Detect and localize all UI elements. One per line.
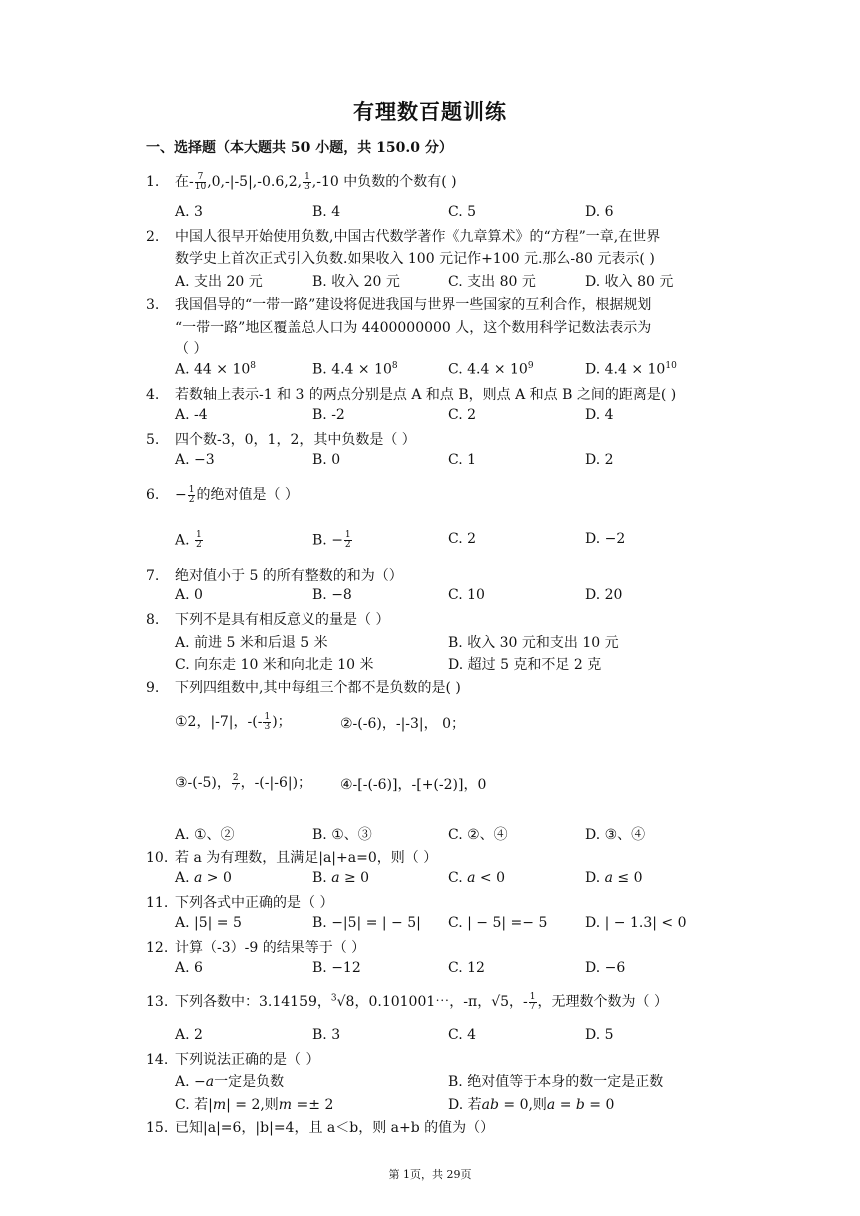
option-c[interactable]: C. 10	[448, 587, 485, 603]
option-b[interactable]: B. − $\frac{1}{2}$	[312, 530, 351, 550]
option-d[interactable]: D. 2	[585, 452, 614, 468]
question-number: 13.	[146, 994, 169, 1010]
option-c[interactable]: C. 4	[448, 1027, 477, 1043]
option-d[interactable]: D. 20	[585, 587, 623, 603]
question-1: 1. 在- $\frac{7}{10}$ ,0,-|-5|,-0.6,2, $\frac{1}{3}$ ,-10 中负数的个数有( )	[146, 171, 457, 192]
option-a[interactable]: A. 𝑎 > 0	[175, 870, 232, 886]
question-13: 13. 下列各数中：3.14159，$^3$√8，0.101001⋯，-π，√5，- $\frac{1}{7}$ ，无理数个数为（ ）	[146, 991, 668, 1012]
option-c[interactable]: C. 2	[448, 407, 477, 423]
question-3: 3. 我国倡导的“一带一路”建设将促进我国与世界一些国家的互利合作，根据规划	[146, 297, 652, 313]
question-number: 3.	[146, 297, 160, 313]
option-b[interactable]: B. 𝑎 ≥ 0	[312, 870, 370, 886]
option-b[interactable]: B. -2	[312, 407, 345, 423]
option-b[interactable]: B. ①、③	[312, 827, 372, 843]
question-number: 6.	[146, 487, 160, 503]
question-number: 8.	[146, 612, 160, 628]
question-number: 5.	[146, 432, 160, 448]
option-c[interactable]: C. 若|𝑚| = 2,则𝑚 =± 2	[175, 1097, 334, 1113]
option-d[interactable]: D. −6	[585, 960, 626, 976]
option-d[interactable]: D. 超过 5 克和不足 2 克	[448, 657, 602, 673]
question-7: 7. 绝对值小于 5 的所有整数的和为（）	[146, 568, 403, 584]
question-number: 4.	[146, 387, 160, 403]
option-b[interactable]: B. −8	[312, 587, 352, 603]
question-9: 9. 下列四组数中,其中每组三个都不是负数的是( )	[146, 680, 461, 696]
option-a[interactable]: A. 支出 20 元	[175, 274, 263, 290]
question-12: 12. 计算（-3）-9 的结果等于（ ）	[146, 940, 366, 956]
option-b[interactable]: B. 4	[312, 204, 341, 220]
option-a[interactable]: A. 3	[175, 204, 203, 220]
question-5: 5. 四个数-3，0，1，2，其中负数是（ ）	[146, 432, 416, 448]
question-2: 2. 中国人很早开始使用负数,中国古代数学著作《九章算术》的“方程”一章,在世界	[146, 229, 661, 245]
option-a[interactable]: A. -4	[175, 407, 208, 423]
section-heading: 一、选择题（本大题共 50 小题，共 150.0 分）	[146, 140, 453, 156]
option-a[interactable]: A. 2	[175, 1027, 203, 1043]
question-number: 10.	[146, 850, 169, 866]
question-stem: “一带一路”地区覆盖总人口为 4400000000 人，这个数用科学记数法表示为	[175, 320, 652, 336]
option-c[interactable]: C. 支出 80 元	[448, 274, 536, 290]
option-c[interactable]: C. 1	[448, 452, 477, 468]
question-8: 8. 下列不是具有相反意义的量是（ ）	[146, 612, 390, 628]
question-number: 14.	[146, 1052, 169, 1068]
answer-blank: （ ）	[175, 341, 208, 357]
question-11: 11. 下列各式中正确的是（ ）	[146, 895, 334, 911]
question-10: 10. 若 a 为有理数，且满足|a|+a=0，则（ ）	[146, 850, 438, 866]
option-d[interactable]: D. 若𝑎𝑏 = 0,则𝑎 = 𝑏 = 0	[448, 1097, 615, 1113]
question-number: 12.	[146, 940, 169, 956]
question-14: 14. 下列说法正确的是（ ）	[146, 1052, 320, 1068]
question-number: 2.	[146, 229, 160, 245]
option-b[interactable]: B. −12	[312, 960, 361, 976]
page-footer: 第 1页，共 29页	[388, 1168, 472, 1181]
option-a[interactable]: A. |5| = 5	[175, 915, 242, 931]
question-4: 4. 若数轴上表示-1 和 3 的两点分别是点 A 和点 B，则点 A 和点 B 之间的距离是( )	[146, 387, 677, 403]
option-b[interactable]: B. 收入 30 元和支出 10 元	[448, 635, 619, 651]
option-c[interactable]: C. 向东走 10 米和向北走 10 米	[175, 657, 374, 673]
option-c[interactable]: C. ②、④	[448, 827, 508, 843]
option-a[interactable]: A. −3	[175, 452, 215, 468]
option-b[interactable]: B. 收入 20 元	[312, 274, 400, 290]
option-a[interactable]: A. 6	[175, 960, 203, 976]
option-c[interactable]: C. $4.4 \times 10^9$	[448, 361, 534, 378]
option-d[interactable]: D. 4	[585, 407, 614, 423]
option-d[interactable]: D. ③、④	[585, 827, 646, 843]
option-b[interactable]: B. 3	[312, 1027, 341, 1043]
option-c[interactable]: C. 12	[448, 960, 485, 976]
option-a[interactable]: A. 前进 5 米和后退 5 米	[175, 635, 328, 651]
group-2: ②-(-6)，-|-3|， 0；	[340, 716, 466, 732]
option-d[interactable]: D. 6	[585, 204, 614, 220]
option-d[interactable]: D. −2	[585, 531, 626, 547]
question-number: 11.	[146, 895, 169, 911]
question-6: 6. − $\frac{1}{2}$ 的绝对值是（ ）	[146, 484, 299, 505]
option-a[interactable]: A. $\frac{1}{2}$	[175, 530, 202, 550]
option-c[interactable]: C. 2	[448, 531, 477, 547]
option-d[interactable]: D. 5	[585, 1027, 614, 1043]
fraction: $\frac{7}{10}$	[194, 171, 207, 192]
option-c[interactable]: C. 𝑎 < 0	[448, 870, 505, 886]
question-stem: 数学史上首次正式引入负数.如果收入 100 元记作+100 元.那么-80 元表示( )	[175, 251, 655, 267]
group-4: ④-[-(-6)]，-[+(-2)]，0	[340, 777, 487, 793]
fraction: $\frac{1}{2}$	[188, 484, 195, 505]
question-number: 9.	[146, 680, 160, 696]
question-15: 15. 已知|a|=6，|b|=4，且 a＜b，则 a+b 的值为（）	[146, 1120, 495, 1136]
option-a[interactable]: A. 0	[175, 587, 203, 603]
option-a[interactable]: A. ①、②	[175, 827, 235, 843]
option-c[interactable]: C. | − 5| =− 5	[448, 915, 548, 931]
option-b[interactable]: B. $4.4 \times 10^8$	[312, 361, 398, 378]
option-b[interactable]: B. 绝对值等于本身的数一定是正数	[448, 1074, 664, 1090]
page-title: 有理数百题训练	[353, 99, 507, 124]
fraction: $\frac{1}{7}$	[529, 991, 536, 1012]
option-d[interactable]: D. | − 1.3| < 0	[585, 915, 687, 931]
question-number: 1.	[146, 174, 160, 190]
option-d[interactable]: D. $4.4 \times 10^{10}$	[585, 361, 677, 378]
option-d[interactable]: D. 收入 80 元	[585, 274, 674, 290]
question-number: 7.	[146, 568, 160, 584]
option-a[interactable]: A. $44 \times 10^8$	[175, 361, 257, 378]
option-b[interactable]: B. 0	[312, 452, 341, 468]
question-number: 15.	[146, 1120, 169, 1136]
option-c[interactable]: C. 5	[448, 204, 477, 220]
option-d[interactable]: D. 𝑎 ≤ 0	[585, 870, 643, 886]
group-1: ①2，|-7|，-(- $\frac{1}{3}$ )；	[175, 711, 292, 732]
option-b[interactable]: B. −|5| = | − 5|	[312, 915, 421, 931]
fraction: $\frac{1}{3}$	[304, 171, 310, 192]
group-3: ③-(-5)， $\frac{2}{7}$ ，-(-|-6|)；	[175, 772, 313, 793]
option-a[interactable]: A. −𝑎一定是负数	[175, 1074, 285, 1090]
